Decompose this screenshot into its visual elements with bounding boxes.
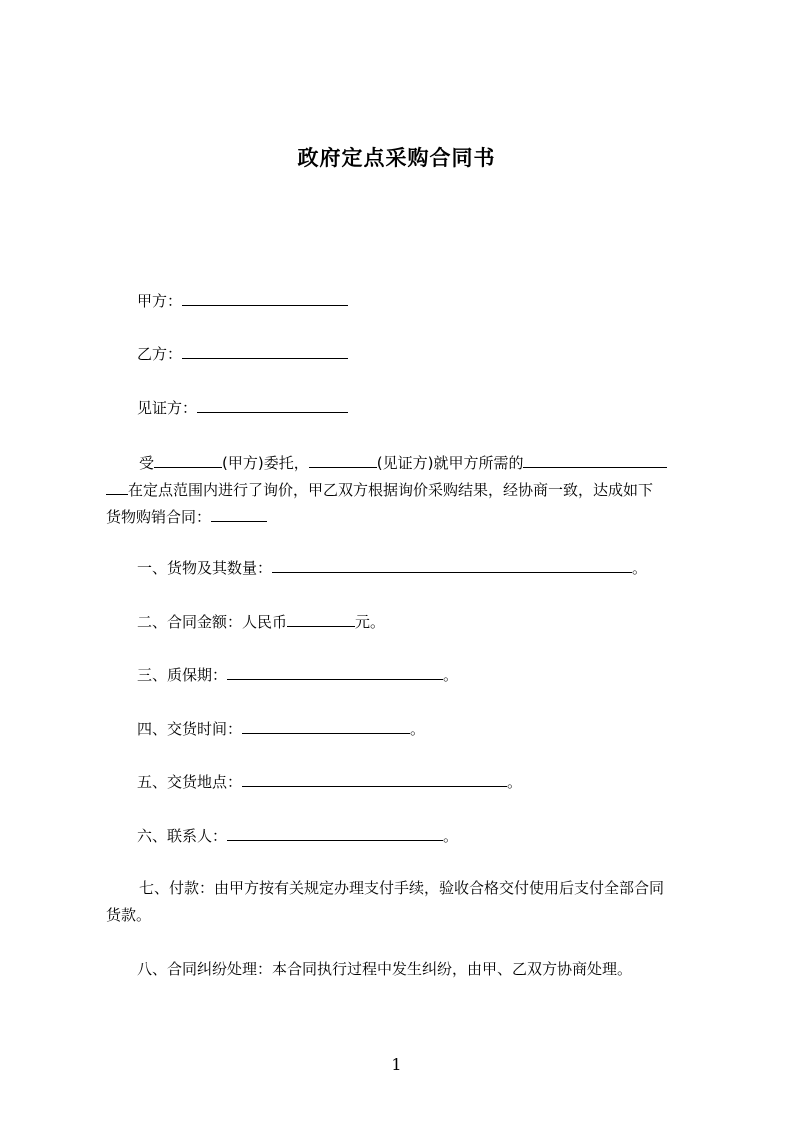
clause-8-text: 八、合同纠纷处理：本合同执行过程中发生纠纷，由甲、乙双方协商处理。 — [137, 960, 633, 978]
intro-rest-1: 在定点范围内进行了询价，甲乙双方根据询价采购结果，经协商一致，达成如下 — [128, 481, 654, 499]
intro-witness-tag: (见证方)就甲方所需的 — [376, 454, 524, 472]
clause-2 — [137, 611, 385, 633]
clause-3 — [137, 664, 458, 686]
intro-line-3 — [106, 504, 706, 531]
document-title: 政府定点采购合同书 — [297, 146, 496, 170]
intro-party-a-tag: (甲方)委托， — [222, 454, 309, 472]
clause-7 — [106, 875, 706, 929]
warranty-blank[interactable] — [227, 665, 443, 680]
party-a-label: 甲方： — [137, 292, 183, 310]
intro-goods-blank-cont[interactable] — [106, 480, 128, 495]
intro-line-2 — [106, 477, 706, 504]
clause-6 — [137, 825, 458, 847]
intro-shou: 受 — [139, 454, 155, 472]
witness-blank[interactable] — [197, 398, 348, 413]
clause-5-period: 。 — [507, 773, 523, 791]
clause-4-period: 。 — [410, 720, 426, 738]
clause-6-period: 。 — [443, 827, 459, 845]
clause-2-prefix: 二、合同金额：人民币 — [137, 613, 288, 631]
clause-4-label: 四、交货时间： — [137, 720, 243, 738]
clause-8 — [137, 958, 632, 980]
party-a-blank[interactable] — [182, 291, 348, 306]
intro-goods-blank[interactable] — [523, 453, 667, 468]
intro-witness-blank[interactable] — [309, 453, 377, 468]
goods-quantity-blank[interactable] — [272, 558, 632, 573]
clause-1-period: 。 — [632, 559, 648, 577]
intro-party-a-blank[interactable] — [154, 453, 222, 468]
amount-blank[interactable] — [287, 612, 355, 627]
contact-blank[interactable] — [227, 826, 443, 841]
clause-7-line-1: 七、付款：由甲方按有关规定办理支付手续，验收合格交付使用后支付全部合同 — [139, 879, 665, 897]
witness-line — [137, 397, 348, 419]
intro-contract-blank[interactable] — [211, 507, 267, 522]
clause-5 — [137, 771, 522, 793]
party-b-label: 乙方： — [137, 345, 183, 363]
party-b-blank[interactable] — [182, 344, 348, 359]
party-a-line — [137, 290, 348, 312]
delivery-place-blank[interactable] — [242, 772, 507, 787]
delivery-time-blank[interactable] — [242, 719, 410, 734]
intro-line-1 — [106, 450, 706, 477]
intro-rest-2: 货物购销合同： — [106, 508, 212, 526]
clause-3-period: 。 — [443, 666, 459, 684]
clause-2-suffix: 元。 — [355, 613, 386, 631]
clause-3-label: 三、质保期： — [137, 666, 228, 684]
clause-6-label: 六、联系人： — [137, 827, 228, 845]
page-number: 1 — [391, 1055, 402, 1074]
clause-5-label: 五、交货地点： — [137, 773, 243, 791]
witness-label: 见证方： — [137, 399, 198, 417]
clause-1-label: 一、货物及其数量： — [137, 559, 273, 577]
clause-7-line-2: 货款。 — [106, 906, 152, 924]
clause-4 — [137, 718, 425, 740]
party-b-line — [137, 343, 348, 365]
clause-1 — [137, 557, 647, 579]
intro-paragraph — [106, 450, 706, 531]
